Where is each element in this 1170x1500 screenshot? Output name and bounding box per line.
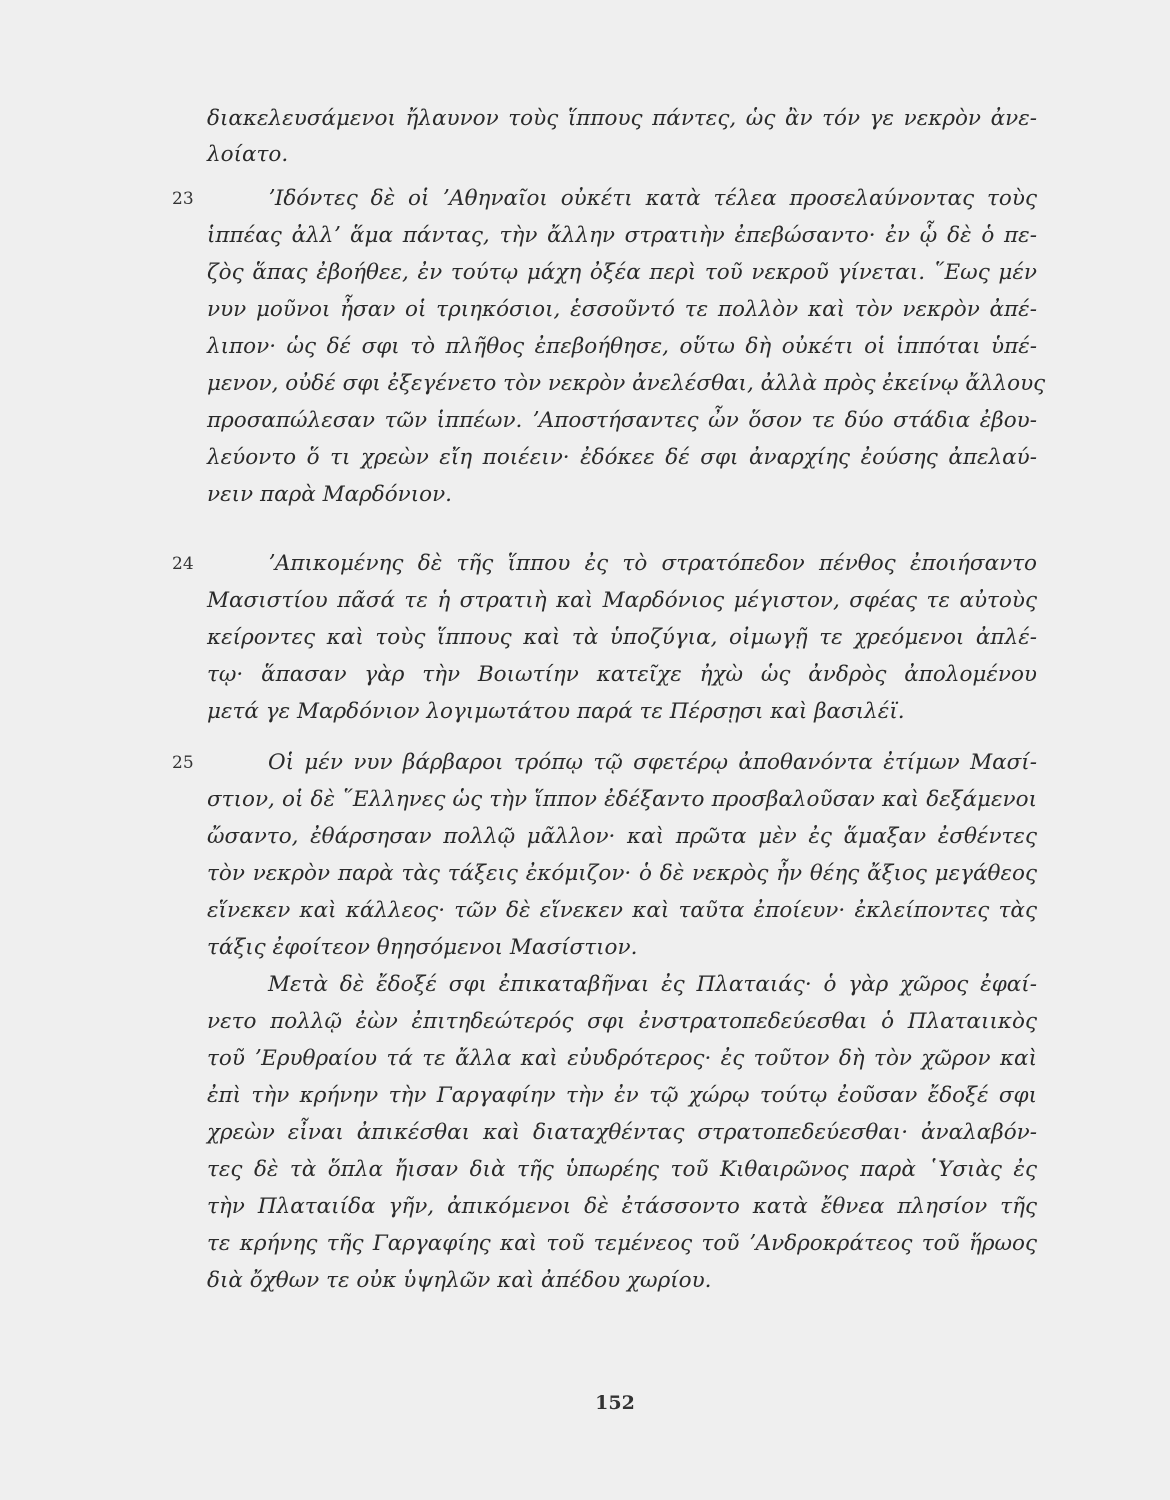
text-line: διακελευσάμενοι ἤλαυνον τοὺς ἵππους πάντες, ὡς ἂν τόν γε νεκρὸν ἀνε- — [207, 106, 1037, 131]
text-line: εἵνεκεν καὶ κάλλεος· τῶν δὲ εἵνεκεν καὶ ταῦτα ἐποίευν· ἐκλείποντες τὰς — [207, 898, 1037, 923]
text-line: ἐπὶ τὴν κρήνην τὴν Γαργαφίην τὴν ἐν τῷ χώρῳ τούτῳ ἐοῦσαν ἔδοξέ σφι — [207, 1083, 1037, 1108]
text-line: λεύοντο ὅ τι χρεὼν εἴη ποιέειν· ἐδόκεε δέ σφι ἀναρχίης ἐούσης ἀπελαύ- — [207, 445, 1037, 470]
text-line: Μετὰ δὲ ἔδοξέ σφι ἐπικαταβῆναι ἐς Πλαταιάς· ὁ γὰρ χῶρος ἐφαί- — [268, 972, 1037, 997]
text-line: τῳ· ἅπασαν γὰρ τὴν Βοιωτίην κατεῖχε ἠχὼ ὡς ἀνδρὸς ἀπολομένου — [207, 662, 1037, 687]
section-number: 24 — [172, 554, 194, 574]
text-line: Οἱ μέν νυν βάρβαροι τρόπῳ τῷ σφετέρῳ ἀποθανόντα ἐτίμων Μασί- — [268, 750, 1037, 775]
text-line: μετά γε Μαρδόνιον λογιμωτάτου παρά τε Πέρσῃσι καὶ βασιλέϊ. — [207, 699, 905, 724]
text-line: ὤσαντο, ἐθάρσησαν πολλῷ μᾶλλον· καὶ πρῶτα μὲν ἐς ἅμαξαν ἐσθέντες — [207, 824, 1037, 849]
section-number: 23 — [172, 189, 194, 209]
text-line: χρεὼν εἶναι ἀπικέσθαι καὶ διαταχθέντας στρατοπεδεύεσθαι· ἀναλαβόν- — [207, 1120, 1037, 1145]
text-line: τοῦ ʼΕρυθραίου τά τε ἄλλα καὶ εὐυδρότερος· ἐς τοῦτον δὴ τὸν χῶρον καὶ — [207, 1046, 1037, 1071]
text-line: ζὸς ἅπας ἐβοήθεε, ἐν τούτῳ μάχη ὀξέα περὶ τοῦ νεκροῦ γίνεται. ῞Εως μέν — [207, 260, 1037, 285]
page-number: 152 — [595, 1392, 635, 1414]
text-line: νετο πολλῷ ἐὼν ἐπιτηδεώτερός σφι ἐνστρατοπεδεύεσθαι ὁ Πλαταιικὸς — [207, 1009, 1037, 1034]
text-line: κείροντες καὶ τοὺς ἵππους καὶ τὰ ὑποζύγια, οἰμωγῇ τε χρεόμενοι ἀπλέ- — [207, 625, 1037, 650]
text-line: τὸν νεκρὸν παρὰ τὰς τάξεις ἐκόμιζον· ὁ δὲ νεκρὸς ἦν θέης ἄξιος μεγάθεος — [207, 861, 1037, 886]
text-line: τάξις ἐφοίτεον θηησόμενοι Μασίστιον. — [207, 935, 638, 960]
text-line: Μασιστίου πᾶσά τε ἡ στρατιὴ καὶ Μαρδόνιος μέγιστον, σφέας τε αὐτοὺς — [207, 588, 1037, 613]
section-number: 25 — [172, 753, 194, 773]
text-line: τες δὲ τὰ ὅπλα ἤισαν διὰ τῆς ὑπωρέης τοῦ Κιθαιρῶνος παρὰ ῾Υσιὰς ἐς — [207, 1157, 1037, 1182]
text-line: λιπον· ὡς δέ σφι τὸ πλῆθος ἐπεβοήθησε, οὕτω δὴ οὐκέτι οἱ ἱππόται ὑπέ- — [207, 334, 1037, 359]
text-line: ʼΑπικομένης δὲ τῆς ἵππου ἐς τὸ στρατόπεδον πένθος ἐποιήσαντο — [268, 551, 1037, 576]
text-line: λοίατο. — [207, 142, 289, 167]
text-line: νειν παρὰ Μαρδόνιον. — [207, 482, 452, 507]
text-line: προσαπώλεσαν τῶν ἱππέων. ʼΑποστήσαντες ὦν ὅσον τε δύο στάδια ἐβου- — [207, 408, 1037, 433]
text-line: μενον, οὐδέ σφι ἐξεγένετο τὸν νεκρὸν ἀνελέσθαι, ἀλλὰ πρὸς ἐκείνῳ ἄλλους — [207, 371, 1046, 396]
text-line: νυν μοῦνοι ἦσαν οἱ τριηκόσιοι, ἑσσοῦντό τε πολλὸν καὶ τὸν νεκρὸν ἀπέ- — [207, 297, 1037, 322]
text-line: τε κρήνης τῆς Γαργαφίης καὶ τοῦ τεμένεος τοῦ ʼΑνδροκράτεος τοῦ ἥρωος — [207, 1231, 1037, 1256]
text-line: ʼΙδόντες δὲ οἱ ʼΑθηναῖοι οὐκέτι κατὰ τέλεα προσελαύνοντας τοὺς — [268, 186, 1037, 211]
text-line: τὴν Πλαταιίδα γῆν, ἀπικόμενοι δὲ ἐτάσσοντο κατὰ ἔθνεα πλησίον τῆς — [207, 1194, 1037, 1219]
text-line: ἱππέας ἀλλʼ ἅμα πάντας, τὴν ἄλλην στρατιὴν ἐπεβώσαντο· ἐν ᾧ δὲ ὁ πε- — [207, 223, 1037, 248]
text-line: στιον, οἱ δὲ ῞Ελληνες ὡς τὴν ἵππον ἐδέξαντο προσβαλοῦσαν καὶ δεξάμενοι — [207, 787, 1037, 812]
text-line: διὰ ὄχθων τε οὐκ ὑψηλῶν καὶ ἀπέδου χωρίου. — [207, 1268, 712, 1293]
